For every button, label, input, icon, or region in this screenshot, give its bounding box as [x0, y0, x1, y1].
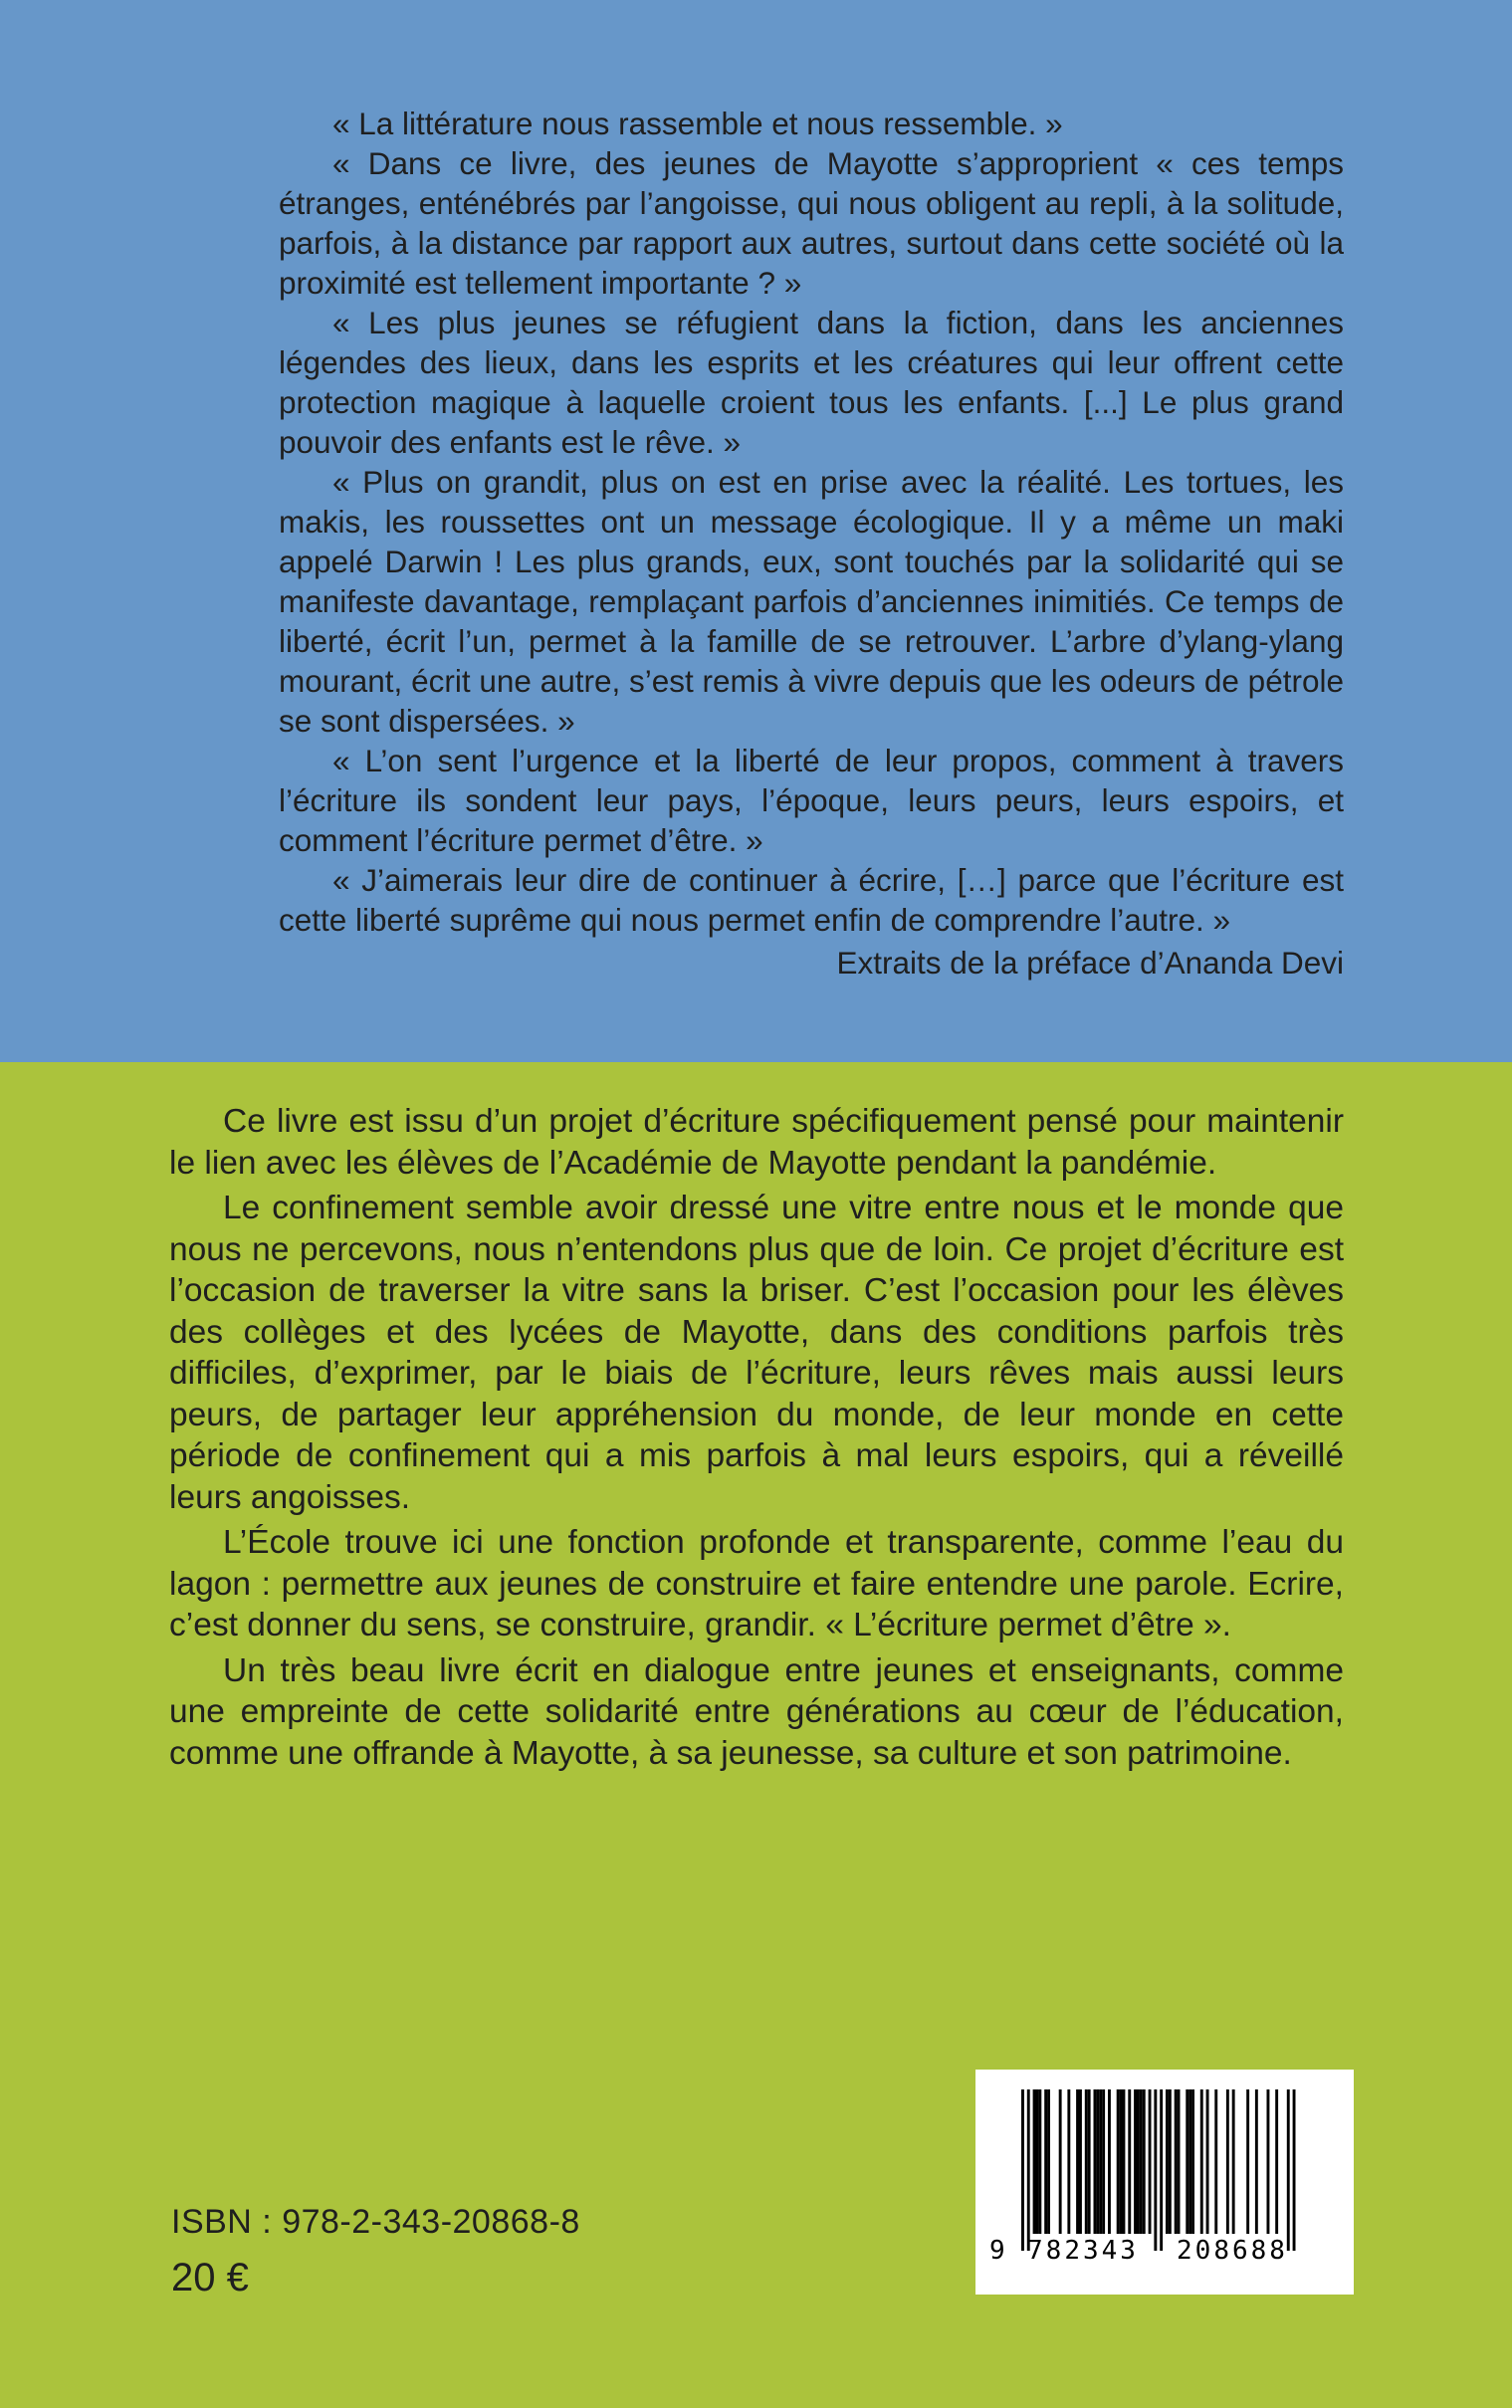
barcode-left-digits: 782343 — [1027, 2236, 1139, 2266]
barcode-bar — [1287, 2089, 1290, 2251]
barcode-bar — [1255, 2089, 1258, 2234]
barcode-bar — [1108, 2089, 1111, 2234]
barcode-bar — [1214, 2089, 1217, 2234]
barcode-bar — [1188, 2089, 1191, 2234]
barcode-bar — [1102, 2089, 1105, 2234]
barcode-bar — [1099, 2089, 1102, 2234]
barcode-bar — [1033, 2089, 1036, 2234]
description-paragraph: Un très beau livre écrit en dialogue entre jeunes et enseignants, comme une empreinte de cette solidarité entre générations au cœur de l’éducation, comme une offrande à Mayotte, à sa jeunesse, sa culture et son patrimoine. — [169, 1651, 1344, 1772]
barcode-bar — [1123, 2089, 1126, 2234]
barcode-bar — [1140, 2089, 1143, 2234]
barcode-bar — [1175, 2089, 1178, 2234]
barcode — [975, 2070, 1354, 2295]
barcode-right-digits: 208688 — [1177, 2236, 1288, 2266]
quote-paragraph: « Dans ce livre, des jeunes de Mayotte s’approprient « ces temps étranges, enténébrés par l’angoisse, qui nous obligent au repli, à la solitude, parfois, à la distance par rapport aux autres, surtout dans cette société où la proximité est tellement importante ? » — [279, 145, 1344, 301]
barcode-bar — [1200, 2089, 1203, 2234]
barcode-bar — [1067, 2089, 1070, 2234]
barcode-bar — [1128, 2089, 1131, 2234]
barcode-bar — [1160, 2089, 1163, 2251]
barcode-bar — [1036, 2089, 1039, 2234]
barcode-bar — [1088, 2089, 1091, 2234]
barcode-bar — [1206, 2089, 1209, 2234]
description-paragraph: Ce livre est issu d’un projet d’écriture spécifiquement pensé pour maintenir le lien avec les élèves de l’Académie de Mayotte pendant la pandémie. — [169, 1103, 1344, 1182]
barcode-bar — [1094, 2089, 1097, 2234]
barcode-bar — [1191, 2089, 1194, 2234]
barcode-graphic — [975, 2070, 1354, 2295]
barcode-bar — [1076, 2089, 1079, 2234]
barcode-bar — [1149, 2089, 1152, 2234]
barcode-bar — [1154, 2089, 1157, 2251]
book-description — [169, 1101, 1344, 1778]
quote-paragraph: « La littérature nous rassemble et nous ressemble. » — [332, 106, 1063, 141]
description-paragraph: Le confinement semble avoir dressé une vitre entre nous et le monde que nous ne percevons, nous n’entendons plus que de loin. Ce projet d’écriture est l’occasion de traverser la vitre sans la briser. C’est l’occasion pour les élèves des collèges et des lycées de Mayotte, dans des conditions parfois très difficiles, d’exprimer, par le biais de l’écriture, leurs rêves mais aussi leurs peurs, de partager leur appréhension du monde, de leur monde en cette période de confinement qui a mis parfois à mal leurs espoirs, qui a réveillé leurs angoisses. — [169, 1190, 1344, 1516]
barcode-bar — [1143, 2089, 1146, 2234]
quotes-panel — [0, 0, 1512, 1062]
description-paragraph: L’École trouve ici une fonction profonde et transparente, comme l’eau du lagon : permettre aux jeunes de construire et faire entendre une parole. Ecrire, c’est donner du sens, se construire, grandir. « L’écriture permet d’être ». — [169, 1524, 1344, 1643]
barcode-bar — [1117, 2089, 1120, 2234]
barcode-bar — [1226, 2089, 1229, 2234]
isbn-text: ISBN : 978-2-343-20868-8 — [171, 2203, 580, 2241]
preface-quotes — [279, 104, 1344, 983]
barcode-bar — [1137, 2089, 1140, 2234]
barcode-bar — [1169, 2089, 1172, 2234]
barcode-bar — [1275, 2089, 1278, 2234]
barcode-bar — [1293, 2089, 1296, 2251]
barcode-bar — [1246, 2089, 1249, 2234]
barcode-bars — [1021, 2089, 1296, 2251]
barcode-first-digit: 9 — [989, 2236, 1005, 2266]
barcode-bar — [1027, 2089, 1030, 2251]
barcode-bar — [1038, 2089, 1041, 2234]
barcode-bar — [1085, 2089, 1088, 2234]
preface-attribution: Extraits de la préface d’Ananda Devi — [836, 945, 1344, 981]
barcode-bar — [1178, 2089, 1181, 2234]
barcode-bar — [1021, 2089, 1024, 2251]
barcode-bar — [1044, 2089, 1047, 2234]
barcode-bar — [1134, 2089, 1137, 2234]
quote-paragraph: « Les plus jeunes se réfugient dans la fiction, dans les anciennes légendes des lieux, dans les esprits et les créatures qui leur offrent cette protection magique à laquelle croient tous les enfants. [...] Le plus grand pouvoir des enfants est le rêve. » — [279, 305, 1344, 460]
barcode-bar — [1166, 2089, 1169, 2234]
barcode-bar — [1096, 2089, 1099, 2234]
barcode-bar — [1186, 2089, 1188, 2234]
barcode-bar — [1120, 2089, 1123, 2234]
barcode-bar — [1232, 2089, 1235, 2234]
price-text: 20 € — [171, 2256, 249, 2299]
barcode-bar — [1079, 2089, 1082, 2234]
barcode-bar — [1047, 2089, 1050, 2234]
quote-paragraph: « L’on sent l’urgence et la liberté de leur propos, comment à travers l’écriture ils sondent leur pays, l’époque, leurs peurs, leurs espoirs, et comment l’écriture permet d’être. » — [279, 743, 1344, 858]
barcode-bar — [1267, 2089, 1270, 2234]
quote-paragraph: « Plus on grandit, plus on est en prise avec la réalité. Les tortues, les makis, les roussettes ont un message écologique. Il y a même un maki appelé Darwin ! Les plus grands, eux, sont touchés par la solidarité qui se manifeste davantage, remplaçant parfois d’anciennes inimitiés. Ce temps de liberté, écrit l’un, permet à la famille de se retrouver. L’arbre d’ylang-ylang mourant, écrit une autre, s’est remis à vivre depuis que les odeurs de pétrole se sont dispersées. » — [279, 464, 1344, 739]
quote-paragraph: « J’aimerais leur dire de continuer à écrire, […] parce que l’écriture est cette liberté suprême qui nous permet enfin de comprendre l’autre. » — [279, 862, 1344, 938]
barcode-bar — [1059, 2089, 1062, 2234]
